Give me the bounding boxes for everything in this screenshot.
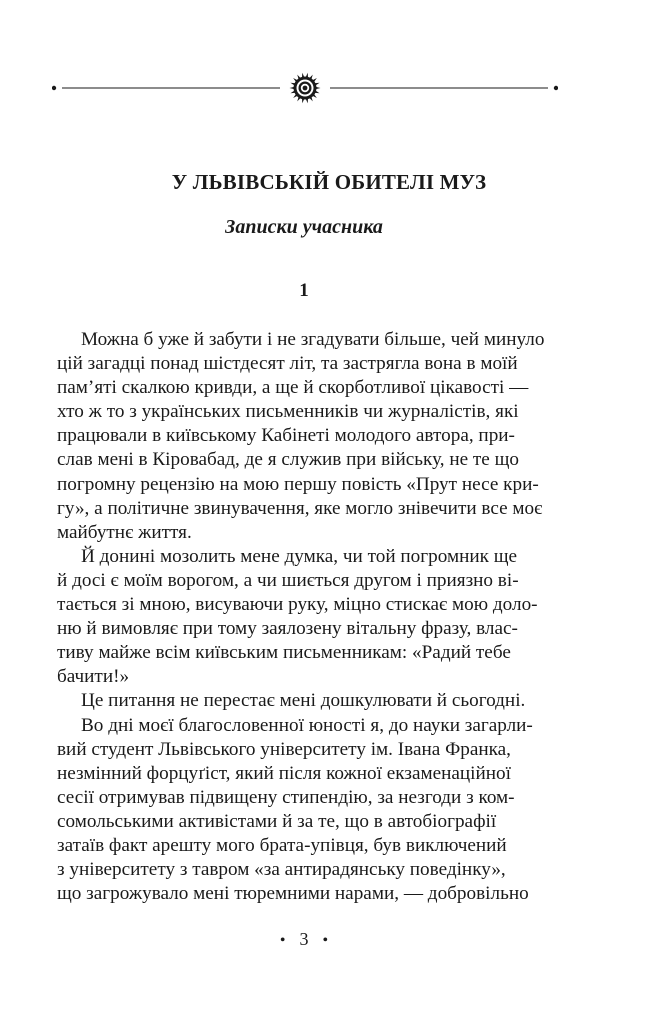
paragraph: Во дні моєї благословенної юності я, до науки загарли- вий студент Львівського університету ім. Івана Франка, незмінний форцуґіст, який після кожної екзаменаційної сесії отримував підвищену стипендію, за незгоди з ком- сомольськими активістами й за те, що в автобіографії затаїв факт арешту мого брата-упівця, був виключений з університету з тавром «за антирадянську поведінку», що загрожувало мені тюремними нарами, — добровільно [57, 714, 533, 905]
footer-bullet-right: • [322, 932, 329, 949]
page-footer [0, 929, 608, 950]
footer-bullet-left: • [279, 932, 286, 949]
paragraph: Це питання не перестає мені дошкулювати й сьогодні. [81, 690, 526, 712]
paragraph: Й донині мозолить мене думка, чи той погромник ще й досі є моїм ворогом, а чи шиється другом і приязно ві- тається зі мною, висуваючи руку, міцно стискає мою доло- ню й вимовляє при тому заялозену вітальну фразу, влас- тиву майже всім київським письменникам: «Радий тебе бачити!» [57, 545, 538, 688]
page-number: 3 [299, 929, 309, 949]
sun-rosette-icon [52, 66, 558, 110]
paragraph: Можна б уже й забути і не згадувати більше, чей минуло цій загадці понад шістдесят літ, та застрягла вона в моїй пам’яті скалкою кривди, а ще й скорботливої цікавості — хто ж то з українських письменників чи журналістів, які працювали в київському Кабінеті молодого автора, при- слав мені в Кіровабад, де я служив при війську, не те що погромну рецензію на мою першу повість «Прут несе кри- гу», а політичне звинувачення, яке могло знівечити все моє майбутнє життя. [57, 329, 545, 543]
chapter-subtitle: Записки учасника [225, 216, 383, 238]
header-ornament [52, 66, 558, 110]
section-number: 1 [299, 280, 309, 301]
body-text [57, 328, 557, 906]
chapter-title: У ЛЬВІВСЬКІЙ ОБИТЕЛІ МУЗ [171, 170, 487, 194]
